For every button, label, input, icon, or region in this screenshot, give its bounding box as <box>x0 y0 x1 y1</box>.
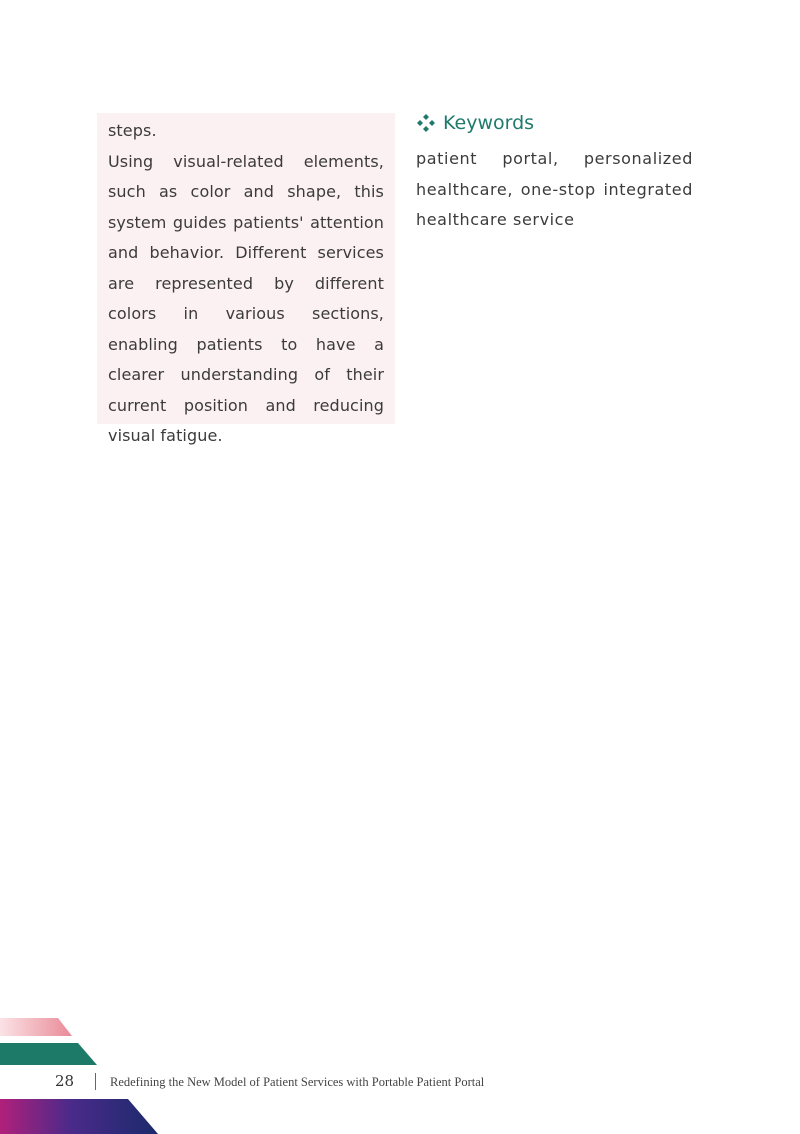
running-title: Redefining the New Model of Patient Services with Portable Patient Portal <box>110 1075 485 1089</box>
page-number: 28 <box>55 1072 75 1090</box>
pink-stripe <box>0 1018 72 1036</box>
keywords-list: patient portal, personalized healthcare, one-stop integrated healthcare service <box>416 149 693 229</box>
keywords-heading-label: Keywords <box>443 112 535 134</box>
abstract-paragraph: Using visual-related elements, such as color and shape, this system guides patients' attention and behavior. Different services are represented by different colors in various sections, enabling patients to have a clearer understanding of their current position and reducing visual fatigue. <box>108 151 384 445</box>
keywords-heading <box>415 112 534 134</box>
abstract-text <box>108 116 384 452</box>
footer-decoration <box>0 1010 200 1134</box>
footer-divider <box>95 1073 96 1090</box>
navy-stripe <box>0 1099 158 1134</box>
diamond-cluster-icon <box>415 112 437 134</box>
abstract-paragraph-continuation: steps. <box>108 121 157 140</box>
teal-stripe <box>0 1043 97 1065</box>
